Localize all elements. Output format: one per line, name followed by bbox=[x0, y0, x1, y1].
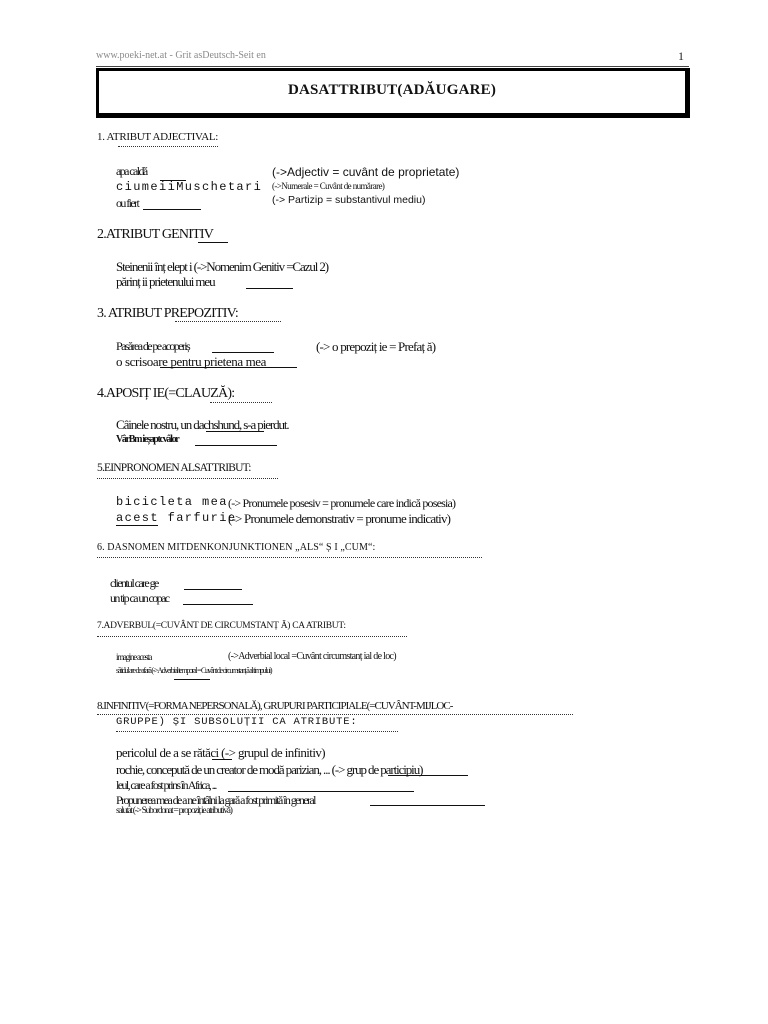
example-underline bbox=[388, 775, 468, 776]
example-text: bicicleta mea bbox=[116, 495, 228, 509]
section-heading: 5.EINPRONOMEN ALSATTRIBUT: bbox=[97, 462, 251, 474]
example-text: Pasărea de pe acoperiș bbox=[116, 339, 190, 353]
grammar-note: (-> Partizip = substantivul mediu) bbox=[272, 194, 426, 206]
example-text: apa caldă bbox=[116, 164, 147, 178]
heading-dotted-line bbox=[97, 636, 407, 637]
example-underline bbox=[183, 604, 253, 605]
example-text: clientul care ge bbox=[110, 576, 158, 590]
example-text: imagine acesta bbox=[116, 652, 152, 662]
header-source: www.poeki-net.at - Grit asDeutsch-Seit en bbox=[96, 50, 266, 61]
section-heading: 6. DASNOMEN MITDENKONJUNKTIONEN „ALS“ Ș I „CUM“: bbox=[97, 542, 376, 553]
heading-dotted-line bbox=[116, 731, 398, 732]
section-heading: 1. ATRIBUT ADJECTIVAL: bbox=[97, 131, 219, 143]
example-text: acest farfurie bbox=[116, 511, 237, 525]
grammar-note: (->Adjectiv = cuvânt de proprietate) bbox=[272, 165, 460, 179]
example-text: Propunerea mea de a ne întâlni la gară a fost primită în general bbox=[116, 793, 315, 807]
example-underline bbox=[246, 288, 293, 289]
page-title: DASATTRIBUT(ADĂUGARE) bbox=[287, 82, 497, 98]
section-heading: 2.ATRIBUT GENITIV bbox=[97, 227, 214, 242]
heading-dotted-line bbox=[97, 557, 482, 558]
heading-dotted-line bbox=[118, 146, 218, 147]
example-text: Steinenii înț elept i (->Nomenim Genitiv =Cazul 2) bbox=[116, 259, 329, 274]
heading-dotted-line bbox=[210, 402, 272, 403]
example-underline bbox=[212, 352, 274, 353]
grammar-note: (-> Pronumele posesiv = pronumele care indică posesia) bbox=[228, 496, 456, 510]
grammar-note: (-> o prepoziț ie = Prefaț ă) bbox=[316, 339, 436, 354]
section-heading: 4.APOSIȚ IE(=CLAUZĂ): bbox=[97, 386, 235, 401]
section-heading: 7.ADVERBUL(=CUVÂNT DE CIRCUMSTANȚ Ă) CA ATRIBUT: bbox=[97, 621, 346, 631]
header-rule bbox=[96, 66, 689, 67]
section-heading: 8.INFINITIV(=FORMA NEPERSONALĂ), GRUPURI PARTICIPIALE(=CUVÂNT-MIJLOC- bbox=[97, 700, 453, 712]
example-underline bbox=[143, 209, 201, 210]
grammar-note: (->Adverbial local =Cuvânt circumstanț ial de loc) bbox=[228, 651, 396, 662]
example-underline bbox=[116, 525, 158, 526]
example-text: VârBm ieșaptcvâlor bbox=[116, 434, 179, 445]
example-underline bbox=[206, 431, 264, 432]
example-text: ou fiert bbox=[116, 196, 139, 210]
example-underline bbox=[370, 805, 485, 806]
example-underline bbox=[174, 679, 210, 680]
grammar-note: (->Numerale = Cuvânt de numărare) bbox=[272, 181, 385, 191]
heading-dotted-line bbox=[175, 321, 281, 322]
example-underline bbox=[195, 445, 277, 446]
title-box bbox=[96, 68, 690, 118]
example-text: pericolul de a se rătăci (-> grupul de infinitiv) bbox=[116, 745, 325, 760]
example-text: Câinele nostru, un dachshund, s-a pierdut. bbox=[116, 417, 289, 432]
example-underline bbox=[212, 759, 232, 760]
example-text: o scrisoare pentru prietena mea bbox=[116, 354, 267, 369]
heading-dotted-line bbox=[97, 714, 573, 715]
section-heading: 3. ATRIBUT PREPOZITIV: bbox=[97, 306, 238, 321]
heading-underline bbox=[198, 242, 228, 243]
heading-dotted-line bbox=[97, 478, 278, 479]
grammar-note: (-> Pronumele demonstrativ = pronume indicativ) bbox=[228, 511, 451, 526]
example-text: rochie, concepută de un creator de modă parizian, ... (-> grup de participiu) bbox=[116, 762, 423, 777]
example-underline bbox=[228, 791, 414, 792]
example-underline bbox=[160, 367, 297, 368]
example-text: ciumeiiMuschetari bbox=[116, 180, 263, 194]
example-text: părinț ii prietenului meu bbox=[116, 274, 215, 289]
example-text: un tip ca un copac bbox=[110, 591, 169, 605]
example-underline bbox=[184, 589, 242, 590]
section-heading-continuation: GRUPPE) ȘI SUBSOLUȚII CA ATRIBUTE: bbox=[116, 716, 358, 728]
example-text: leul, care a fost prins în Africa, ... bbox=[116, 778, 216, 792]
example-text: salutat (-> Subordonat = propoziț ie atributivă) bbox=[116, 806, 232, 816]
example-text: sătidul are de afară (->Adverbial temporal = Cuvânt de circumstanț ă al timpului) bbox=[116, 666, 272, 675]
page-number: 1 bbox=[678, 49, 684, 63]
